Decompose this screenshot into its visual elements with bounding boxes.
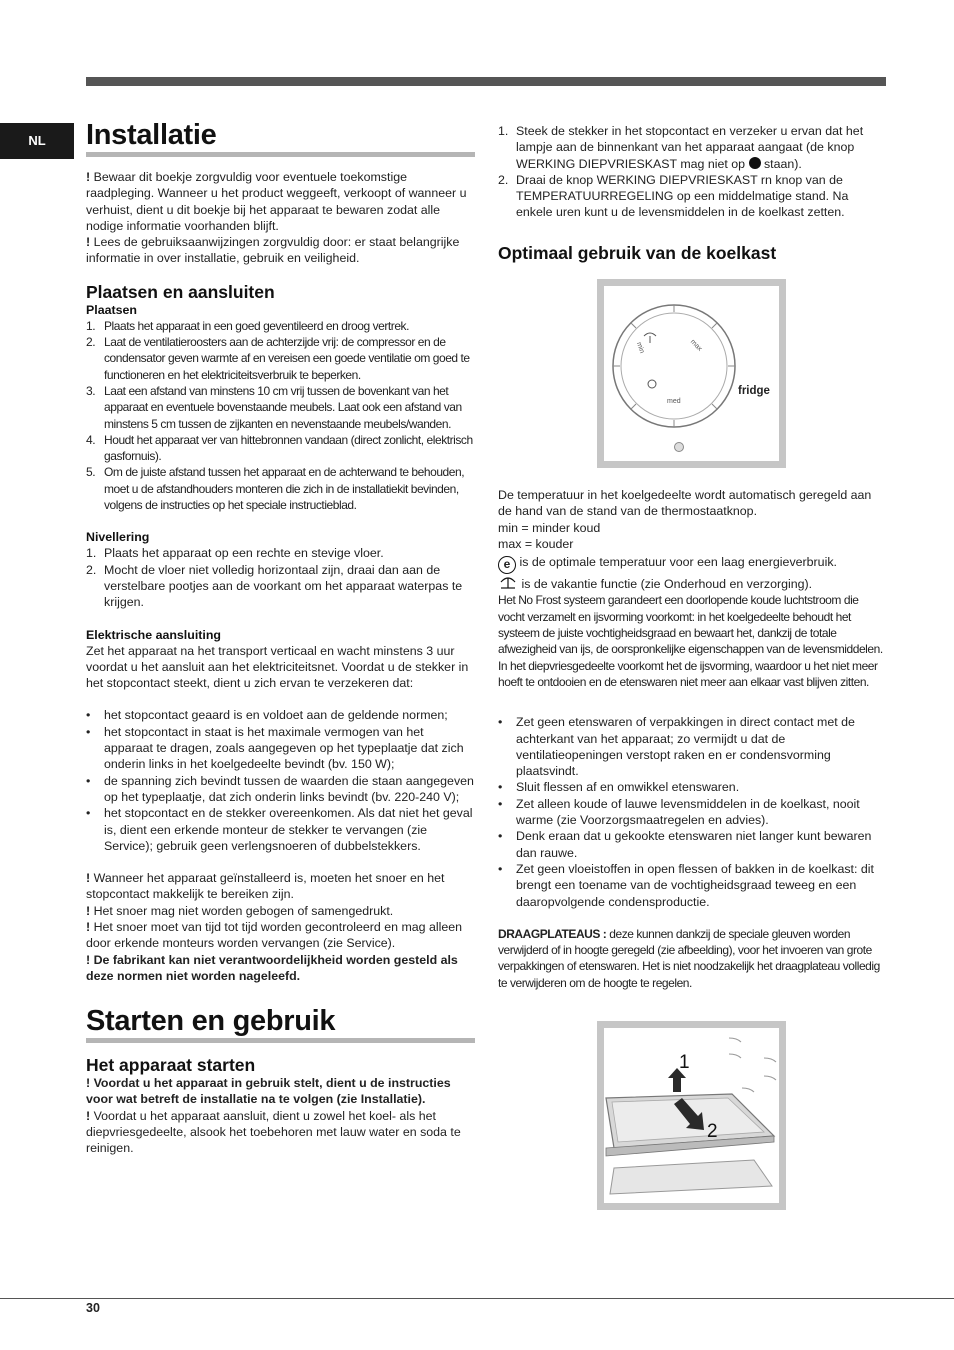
item-text: Steek de stekker in het stopcontact en verzeker u ervan dat het lampje aan de binnenkant van het apparaat aangaat (de knop WERKING DIEPVRIESKAST mag niet op [516,124,864,171]
item-text: Houdt het apparaat ver van hittebronnen vandaan (direct zonlicht, elektrisch gasfornuis). [104,432,473,464]
intro-para-1 [86,169,475,234]
intro [86,169,475,267]
warning-1 [86,870,475,903]
elektrische-text: Zet het apparaat na het transport verticaal en wacht minstens 3 uur voordat u het aansluit aan het elektriciteitsnet. Voordat u de stekker in het stopcontact steekt, dient u zich ervan te verzekeren dat: [86,643,469,691]
intro-text-2: Lees de gebruiksaanwijzingen zorgvuldig door: er staat belangrijke informatie in over installatie, gebruik en veiligheid. [86,235,460,266]
warnings [86,870,475,984]
warning-text: Het snoer mag niet worden gebogen of samengedrukt. [90,903,394,918]
excl-mark: ! [86,903,91,918]
list-item [86,562,475,611]
item-number: 1. [86,546,97,561]
item-text: de spanning zich bevindt tussen de waarden die staan aangegeven op het typeplaatje, dat zich onderin links bevindt (bv. 220-240 V); [104,773,474,804]
item-text: Zet geen vloeistoffen in open flessen of bakken in de koelkast: dit brengt een toename van de vochtigheidsgraad teweeg en een daaropvolgende condensproductie. [516,861,874,909]
section-title-installatie: Installatie [86,118,475,157]
item-text: Om de juiste afstand tussen het apparaat en de achterwand te behouden, moet u de afstandhouders monteren die zich in de installatiekit bevinden, volgens de instructies op het speciale instructieblad. [104,465,465,513]
excl-mark: ! [86,1108,91,1123]
item-text: Mocht de vloer niet volledig horizontaal zijn, draai dan aan de verstelbare pootjes aan de voorkant om het apparaat waterpas te krijgen. [104,562,463,610]
intro-text-1: Bewaar dit boekje zorgvuldig voor eventuele toekomstige raadpleging. Wanneer u het product weggeeft, verkoopt of wanneer u verhuist, dient u dit boekje bij het apparaat te bewaren zodat alle nodige informatie voorhanden blijft. [86,170,467,233]
holiday-text: is de vakantie functie (zie Onderhoud en verzorging). [518,577,813,592]
bullet-icon: • [86,806,91,821]
warning-bold: ! De fabrikant kan niet verantwoordelijkheid worden gesteld als deze normen niet worden nageleefd. [86,952,458,983]
warning-text: Het snoer moet van tijd tot tijd worden gecontroleerd en mag alleen door erkende monteurs worden vervangen (zie Service). [86,919,463,951]
shelf-step-2-label: 2 [707,1121,718,1142]
item-number: 2. [498,172,509,187]
heading-optimaal: Optimaal gebruik van de koelkast [498,242,777,263]
filled-circle-icon [749,157,761,169]
list-item [498,861,886,910]
list-item [498,779,886,795]
warning-2 [86,903,475,919]
dial-med-label: med [667,398,681,405]
list-item [498,714,886,779]
heading-apparaat-starten: Het apparaat starten [86,1055,256,1076]
draagplateaus-label: DRAAGPLATEAUS : [498,926,607,941]
list-item [86,805,475,854]
fridge-tips-list [498,714,886,910]
bullet-icon: • [86,724,91,739]
list-item [86,724,475,773]
item-text: het stopcontact in staat is het maximale vermogen van het apparaat te dragen, zoals aangegeven op het typeplaatje dat zich onderin links in het koelgedeelte bevindt (bv. 150 W); [104,724,464,772]
bullet-icon: • [498,796,503,811]
item-number: 5. [86,465,96,480]
subheading-plaatsen: Plaatsen [86,302,137,317]
footer-rule [0,1298,954,1299]
shelf-step-1-label: 1 [679,1052,690,1073]
item-number: 2. [86,335,96,350]
bullet-icon: • [498,829,503,844]
item-number: 1. [498,124,509,138]
plaatsen-list [86,318,475,514]
list-item [86,464,475,513]
list-item [86,773,475,806]
shelf-illustration-icon [604,1028,779,1203]
list-item [86,318,475,334]
nivellering-list [86,545,475,610]
list-item [498,828,886,861]
top-rule [86,77,886,86]
starten-bold: ! Voordat u het apparaat in gebruik stelt, dient u de instructies voor wat betreft de installatie na te volgen (zie Installatie). [86,1076,451,1107]
subheading-elektrische: Elektrische aansluiting [86,627,221,642]
right-column [498,123,886,263]
elektrische-list [86,707,475,854]
list-item [86,545,475,561]
excl-mark: ! [86,170,91,184]
temp-line-3: max = kouder [498,536,574,551]
excl-mark: ! [86,919,91,934]
intro-para-2 [86,234,475,267]
dial-max-label: max [688,338,704,353]
item-text: het stopcontact en de stekker overeenkomen. Als dat niet het geval is, dient een erkende monteur de stekker te vervangen (zie Service); gebruik geen verlengsnoeren of dubbelstekkers. [104,806,473,853]
excl-mark: ! [86,235,91,250]
language-tab [0,123,74,159]
warning-text: Wanneer het apparaat geïnstalleerd is, moeten het snoer en het stopcontact makkelijk te bereiken zijn. [86,871,445,902]
list-item [86,432,475,465]
item-text: Plaats het apparaat op een rechte en stevige vloer. [104,546,384,561]
item-text: Plaats het apparaat in een goed geventileerd en droog vertrek. [104,318,409,333]
item-text: Sluit flessen af en omwikkel etenswaren. [516,780,740,795]
item-number: 1. [86,318,96,333]
bullet-icon: • [498,861,503,876]
eco-text: is de optimale temperatuur voor een laag energieverbruik. [516,555,837,570]
item-text: Laat de ventilatieroosters aan de achterzijde vrij: de compressor en de condensator geven warmte af en vereisen een goede ventilatie om goed te functioneren en het elektriciteitsverbruik te beperken. [104,335,470,382]
item-text: Denk eraan dat u gekookte etenswaren niet langer kunt bewaren dan rauwe. [516,829,872,860]
bullet-icon: • [86,773,91,788]
heading-plaatsen-aansluiten: Plaatsen en aansluiten [86,281,275,302]
item-text: Laat een afstand van minstens 10 cm vrij tussen de bovenkant van het apparaat en eventuele bovenstaande meubels. Laat ook een afstand van minstens 5 cm tussen de zijkanten en nevenstaande meubels/wanden. [104,383,462,431]
eco-line [498,554,886,574]
excl-mark: ! [86,871,91,886]
right-lower [498,487,886,991]
subheading-nivellering: Nivellering [86,530,150,545]
temp-line-1: De temperatuur in het koelgedeelte wordt automatisch geregeld aan de hand van de stand van de thermostaatknop. [498,488,872,519]
item-text: Zet geen etenswaren of verpakkingen in direct contact met de achterkant van het apparaat; zo vermijdt u dat de ventilatieopeningen verstopt raken en er condensvorming plaatsvindt. [516,715,855,779]
dial-fridge-label: fridge [738,385,770,397]
draagplateaus-text: deze kunnen dankzij de speciale gleuven worden verwijderd of in hoogte geregeld (zie afbeelding), voor het invoeren van grote verpakkingen of etenswaren. Het is niet noodzakelijk het draagplateau volledig te verwijderen om de hoogte te regelen. [498,926,880,990]
draagplateaus-para [498,926,886,991]
bullet-icon: • [498,715,503,730]
item-number: 2. [86,562,97,577]
dial-min-label: min [634,341,646,355]
holiday-line [498,574,886,592]
temp-line-2: min = minder koud [498,520,601,535]
list-item [498,123,886,172]
list-item [498,172,886,221]
list-item [86,334,475,383]
start-steps [498,123,886,221]
item-text: Draai de knop WERKING DIEPVRIESKAST rn knop van de TEMPERATUURREGELING op een middelmatige stand. Na enkele uren kunt u de levensmiddelen in de koelkast zetten. [516,172,849,220]
item-number: 4. [86,432,96,447]
section-title-starten: Starten en gebruik [86,1004,475,1043]
item-text: staan). [760,156,802,171]
page-number: 30 [86,1301,100,1315]
left-column [86,118,475,1157]
holiday-umbrella-icon [498,574,518,590]
list-item [498,796,886,829]
list-item [86,707,475,723]
warning-3 [86,919,475,952]
language-label: NL [28,132,46,148]
thermostat-dial-figure [597,279,786,468]
shelf-figure [597,1021,786,1210]
starten-text: Voordat u het apparaat aansluit, dient u zowel het koel- als het diepvriesgedeelte, alsook het toebehoren met lauw water en soda te reinigen. [86,1108,461,1156]
item-number: 3. [86,383,96,398]
item-text: het stopcontact geaard is en voldoet aan de geldende normen; [104,708,448,723]
item-text: Zet alleen koude of lauwe levensmiddelen in de koelkast, nooit warme (zie Voorzorgsmaatregelen en advies). [516,796,860,828]
list-item [86,383,475,432]
bullet-icon: • [86,708,91,723]
eco-icon: e [498,556,516,574]
bullet-icon: • [498,780,503,795]
starten-para [86,1108,475,1157]
nofrost-text: Het No Frost systeem garandeert een doorlopende koude luchtstroom die vocht verzamelt en ijsvorming voorkomt: in het koelgedeelte behoudt het systeem de juiste vochtigheidsgraad en bewaart het, dankzij de totale afwezigheid van ijs, de oorspronkelijke eigenschappen van de levensmiddelen. In het diepvriesgedeelte voorkomt het de ijsvorming, waardoor u het niet meer hoeft te ontdooien en de etenswaren niet meer aan elkaar vast blijven zitten. [498,593,883,689]
thermostat-dial-icon [604,286,779,461]
